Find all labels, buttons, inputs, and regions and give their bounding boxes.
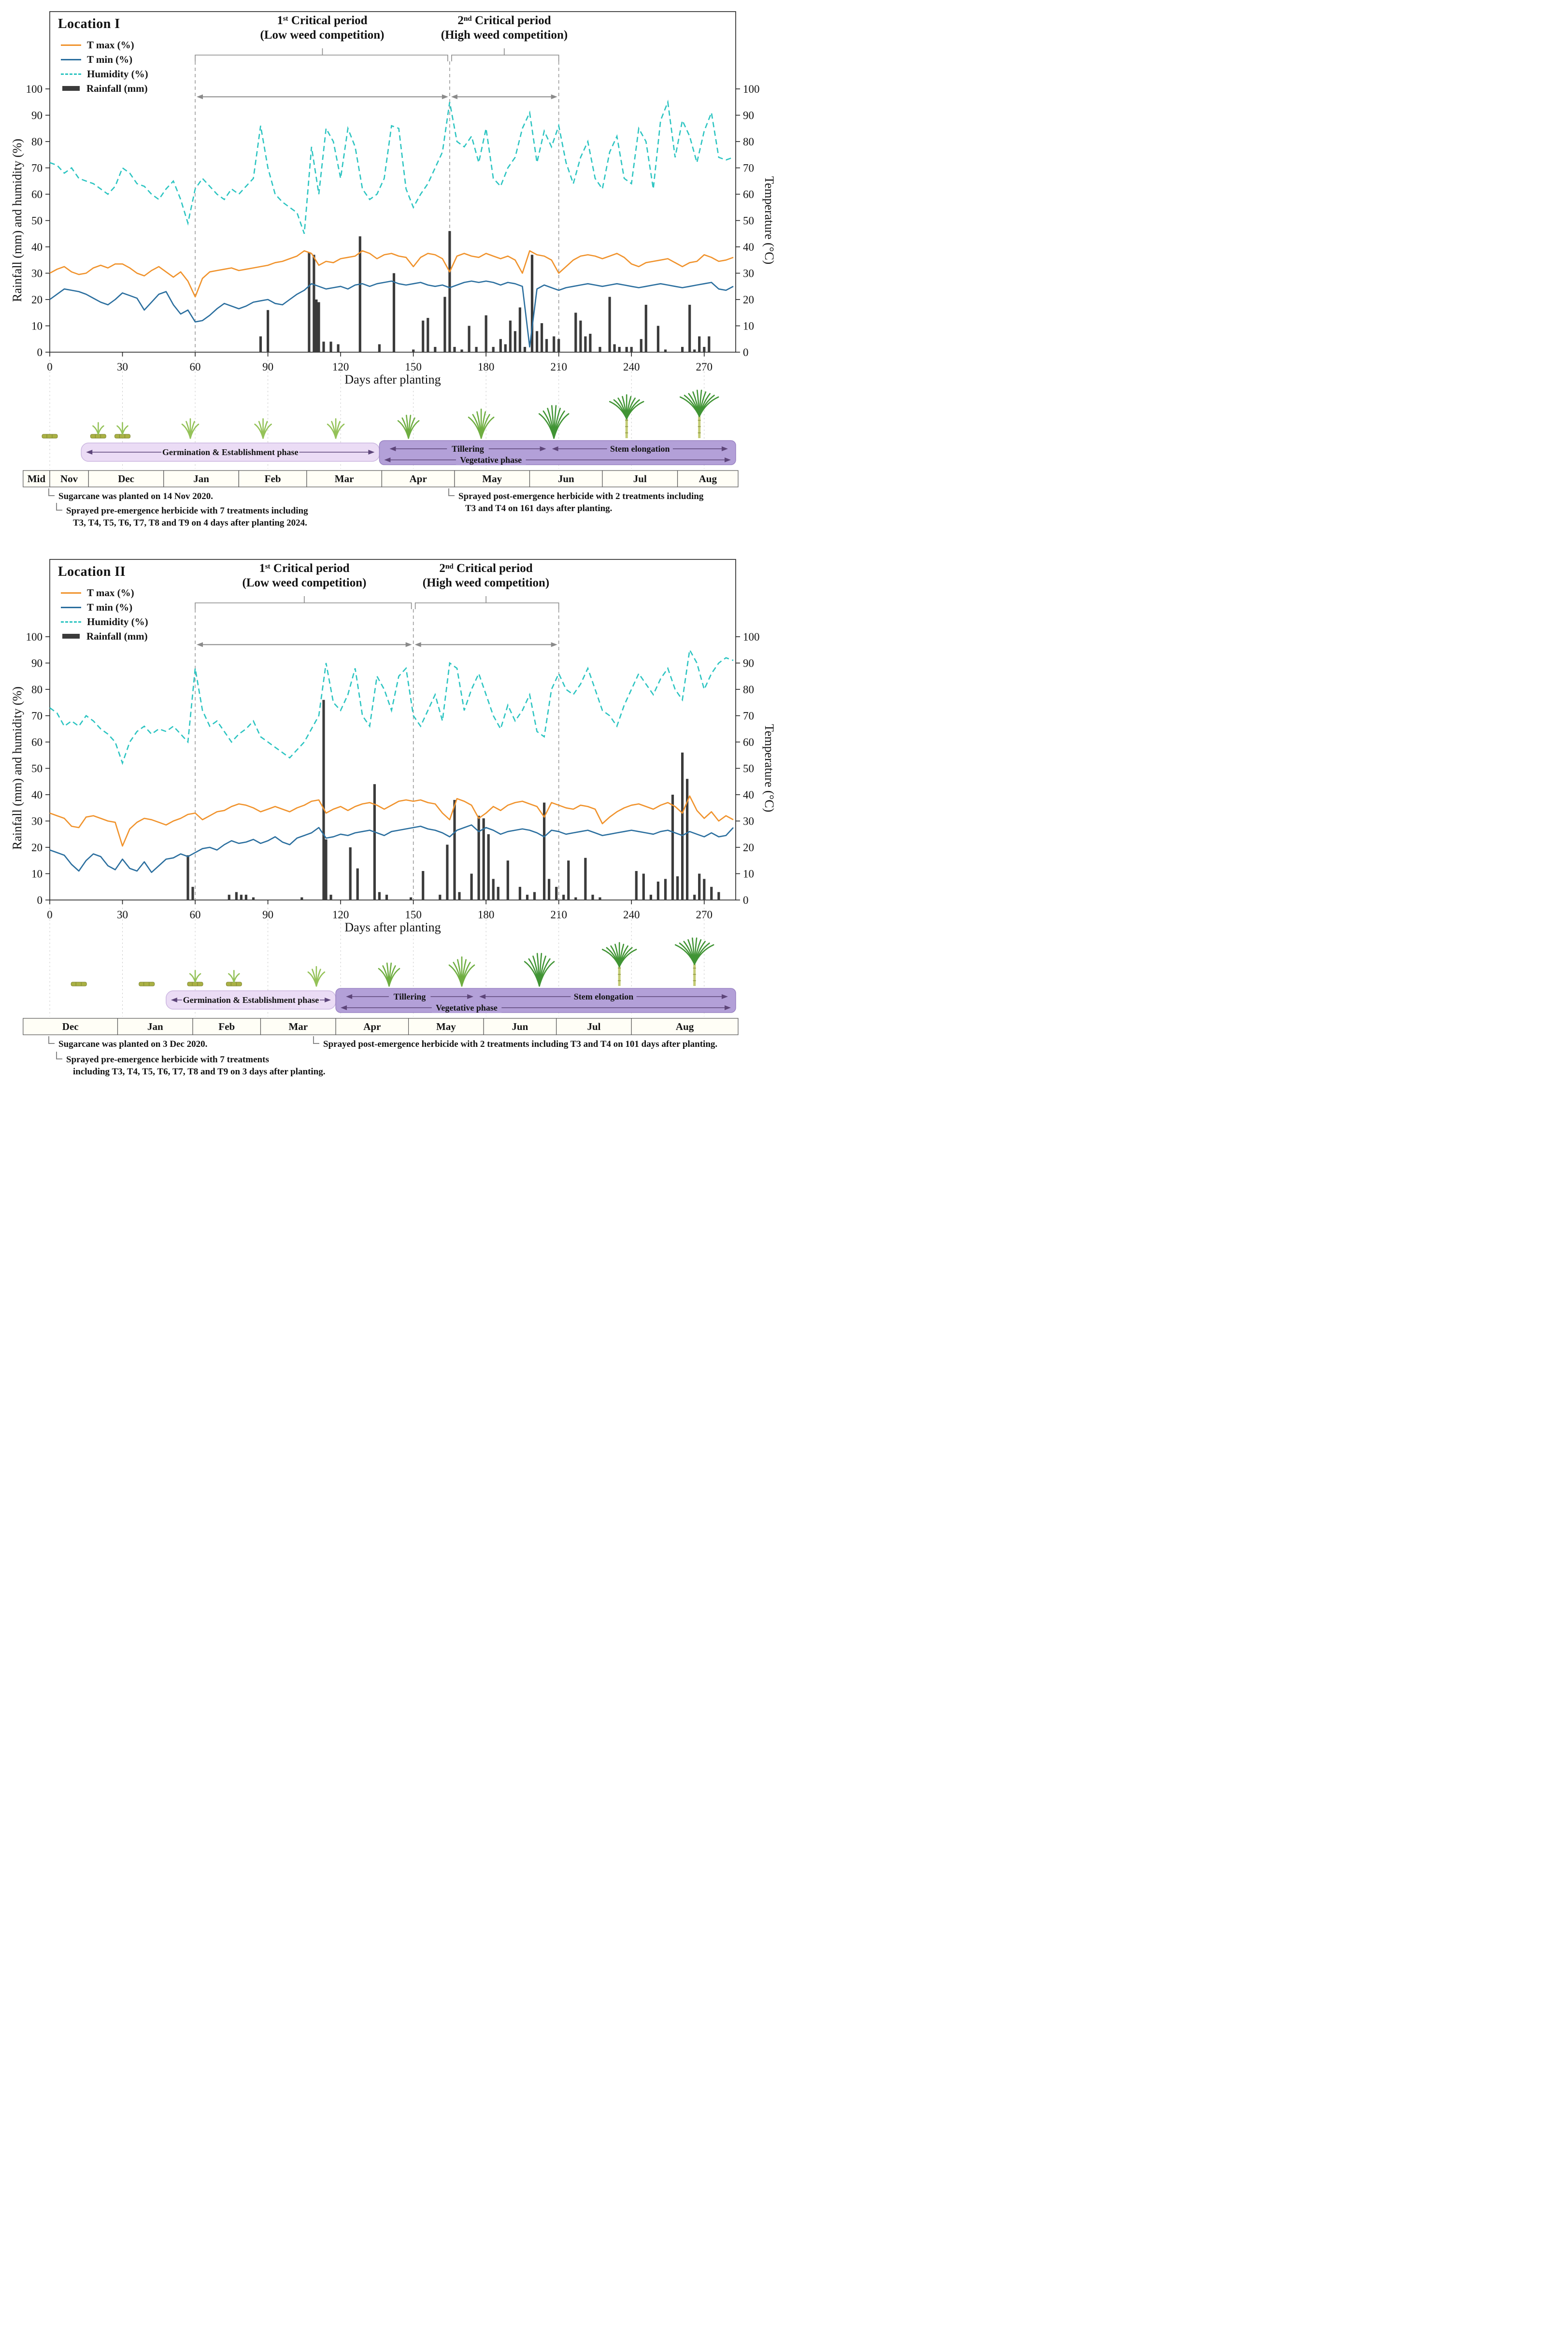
- svg-text:60: 60: [31, 188, 43, 200]
- svg-text:120: 120: [332, 361, 349, 373]
- rainfall-bar-swatch: [62, 86, 80, 91]
- svg-text:Tillering: Tillering: [393, 992, 426, 1001]
- svg-text:90: 90: [31, 657, 43, 670]
- svg-text:20: 20: [31, 842, 43, 854]
- svg-text:20: 20: [743, 294, 754, 306]
- critical-period-2-subtitle: (High weed competition): [441, 28, 568, 42]
- svg-text:Jul: Jul: [587, 1021, 601, 1032]
- rainfall-legend-label: Rainfall (mm): [86, 630, 148, 642]
- month-row: [23, 471, 738, 487]
- svg-text:20: 20: [743, 842, 754, 854]
- svg-text:May: May: [482, 473, 502, 485]
- critical-period-2-label: [423, 561, 549, 590]
- critical-period-2-title: 2ⁿᵈ Critical period: [439, 562, 533, 575]
- footnote-pre-emergence: Sprayed pre-emergence herbicide with 7 treatments including T3, T4, T5, T6, T7, T8 and T9 on 3 days after planting.: [56, 1054, 326, 1078]
- svg-text:30: 30: [31, 815, 43, 828]
- figure-page: [0, 0, 784, 1107]
- svg-text:Dec: Dec: [62, 1021, 79, 1032]
- svg-text:Mid: Mid: [27, 473, 46, 485]
- humidity-line-swatch: [61, 621, 81, 623]
- tmax-legend-label: T max (%): [87, 586, 134, 599]
- svg-text:60: 60: [743, 736, 754, 748]
- corner-connector-icon: [313, 1036, 319, 1044]
- legend-item-tmin: [61, 52, 148, 67]
- svg-text:30: 30: [117, 361, 128, 373]
- corner-connector-icon: [448, 488, 455, 496]
- svg-text:30: 30: [743, 267, 754, 280]
- legend-item-tmin: [61, 600, 148, 614]
- svg-text:60: 60: [31, 736, 43, 748]
- svg-text:180: 180: [477, 909, 495, 921]
- svg-text:50: 50: [743, 762, 754, 775]
- svg-text:Aug: Aug: [675, 1021, 694, 1032]
- panel-title: Location II: [58, 564, 126, 579]
- svg-text:180: 180: [477, 361, 495, 373]
- tmax-line: [50, 796, 733, 846]
- plot-box: [50, 559, 736, 900]
- footnotes-location-2: [4, 1038, 781, 1088]
- svg-text:40: 40: [743, 241, 754, 253]
- svg-text:Apr: Apr: [409, 473, 427, 485]
- tmin-line-swatch: [61, 59, 81, 60]
- svg-text:60: 60: [189, 361, 201, 373]
- svg-text:40: 40: [31, 241, 43, 253]
- svg-text:80: 80: [743, 136, 754, 148]
- svg-text:70: 70: [743, 162, 754, 174]
- svg-text:90: 90: [743, 109, 754, 122]
- critical-period-1-subtitle: (Low weed competition): [242, 576, 367, 589]
- phase-bars: [81, 441, 736, 465]
- svg-text:May: May: [436, 1021, 456, 1032]
- svg-text:30: 30: [31, 267, 43, 280]
- svg-text:120: 120: [332, 909, 349, 921]
- tmax-line-swatch: [61, 592, 81, 594]
- svg-text:50: 50: [743, 214, 754, 227]
- humidity-line: [50, 102, 733, 234]
- x-axis-title: Days after planting: [344, 920, 441, 934]
- svg-text:50: 50: [31, 762, 43, 775]
- svg-text:80: 80: [31, 136, 43, 148]
- svg-text:70: 70: [31, 162, 43, 174]
- svg-text:240: 240: [623, 909, 640, 921]
- tmin-line: [50, 825, 733, 872]
- svg-text:0: 0: [37, 894, 43, 906]
- plant-growth-icons: [71, 938, 713, 986]
- humidity-line-swatch: [61, 73, 81, 75]
- rainfall-bars: [186, 700, 720, 900]
- tmin-line-swatch: [61, 607, 81, 608]
- svg-text:20: 20: [31, 294, 43, 306]
- legend-item-rainfall: [61, 629, 148, 643]
- svg-text:90: 90: [262, 361, 274, 373]
- svg-text:0: 0: [47, 909, 53, 921]
- humidity-legend-label: Humidity (%): [87, 68, 148, 80]
- svg-text:10: 10: [31, 320, 43, 332]
- svg-text:70: 70: [31, 710, 43, 722]
- critical-period-1-label: [260, 14, 385, 42]
- svg-text:80: 80: [743, 684, 754, 696]
- critical-period-2-label: [441, 14, 568, 42]
- svg-text:40: 40: [743, 789, 754, 801]
- svg-text:100: 100: [743, 83, 760, 95]
- critical-period-2-title: 2ⁿᵈ Critical period: [457, 14, 551, 27]
- svg-text:10: 10: [743, 320, 754, 332]
- svg-text:40: 40: [31, 789, 43, 801]
- svg-text:100: 100: [26, 83, 43, 95]
- corner-connector-icon: [48, 1036, 55, 1044]
- legend-item-tmax: [61, 38, 148, 52]
- corner-connector-icon: [56, 503, 62, 511]
- tmin-legend-label: T min (%): [87, 53, 133, 65]
- panel-title: Location I: [58, 16, 120, 31]
- svg-text:Jun: Jun: [557, 473, 574, 485]
- tmin-legend-label: T min (%): [87, 601, 133, 613]
- tmin-line: [50, 281, 733, 347]
- svg-text:Feb: Feb: [264, 473, 281, 485]
- critical-period-markers: [195, 48, 559, 352]
- critical-period-markers: [195, 596, 559, 900]
- critical-period-1-title: 1ˢᵗ Critical period: [259, 562, 350, 575]
- svg-text:50: 50: [31, 214, 43, 227]
- tmax-line-swatch: [61, 44, 81, 46]
- svg-text:Jan: Jan: [147, 1021, 163, 1032]
- rainfall-bars: [259, 231, 710, 352]
- corner-connector-icon: [48, 488, 55, 496]
- svg-text:70: 70: [743, 710, 754, 722]
- svg-text:Vegetative phase: Vegetative phase: [460, 455, 522, 465]
- svg-text:100: 100: [743, 631, 760, 643]
- footnote-post-emergence: Sprayed post-emergence herbicide with 2 treatments including T3 and T4 on 161 days after planting.: [448, 491, 703, 514]
- panel-location-2: [4, 555, 781, 1088]
- svg-text:Vegetative phase: Vegetative phase: [436, 1003, 498, 1013]
- y-axis: [26, 631, 760, 906]
- legend-item-rainfall: [61, 81, 148, 96]
- legend-item-humidity: [61, 614, 148, 629]
- plant-growth-icons: [42, 390, 718, 438]
- footnote-post-emergence: Sprayed post-emergence herbicide with 2 treatments including T3 and T4 on 101 days after planting.: [313, 1039, 717, 1051]
- svg-text:210: 210: [550, 909, 567, 921]
- svg-text:Dec: Dec: [118, 473, 135, 485]
- svg-text:90: 90: [743, 657, 754, 670]
- rainfall-legend-label: Rainfall (mm): [86, 82, 148, 94]
- svg-text:270: 270: [696, 361, 713, 373]
- critical-period-1-subtitle: (Low weed competition): [260, 28, 385, 42]
- right-axis-title: Temperature (°C): [762, 724, 776, 813]
- svg-text:10: 10: [743, 868, 754, 880]
- corner-connector-icon: [56, 1052, 62, 1059]
- svg-text:Feb: Feb: [218, 1021, 235, 1032]
- month-row: [23, 1018, 738, 1035]
- legend-item-humidity: [61, 67, 148, 81]
- svg-text:150: 150: [405, 909, 422, 921]
- svg-text:90: 90: [262, 909, 274, 921]
- svg-text:100: 100: [26, 631, 43, 643]
- svg-text:60: 60: [743, 188, 754, 200]
- tmax-legend-label: T max (%): [87, 39, 134, 51]
- svg-text:Jun: Jun: [512, 1021, 528, 1032]
- svg-text:30: 30: [743, 815, 754, 828]
- phase-bars: [166, 988, 736, 1013]
- svg-text:Tillering: Tillering: [452, 444, 484, 454]
- rainfall-bar-swatch: [62, 634, 80, 639]
- footnote-planting-date: Sugarcane was planted on 3 Dec 2020.: [48, 1039, 207, 1051]
- svg-text:90: 90: [31, 109, 43, 122]
- critical-period-1-title: 1ˢᵗ Critical period: [277, 14, 368, 27]
- humidity-line: [50, 650, 733, 763]
- svg-text:Germination & Establishment ph: Germination & Establishment phase: [183, 995, 319, 1005]
- footnote-planting-date: Sugarcane was planted on 14 Nov 2020.: [48, 491, 213, 503]
- x-axis-title: Days after planting: [344, 372, 441, 386]
- footnotes-location-1: [4, 490, 781, 540]
- right-axis-title: Temperature (°C): [762, 176, 776, 265]
- svg-text:60: 60: [189, 909, 201, 921]
- left-axis-title: Rainfall (mm) and humidity (%): [10, 139, 24, 302]
- legend-item-tmax: [61, 586, 148, 600]
- svg-text:Mar: Mar: [288, 1021, 308, 1032]
- critical-period-1-label: [242, 561, 367, 590]
- legend: [61, 38, 148, 96]
- svg-text:0: 0: [743, 346, 749, 358]
- left-axis-title: Rainfall (mm) and humidity (%): [10, 686, 24, 850]
- panel-location-1: [4, 7, 781, 540]
- svg-text:Stem elongation: Stem elongation: [610, 444, 670, 454]
- svg-text:80: 80: [31, 684, 43, 696]
- svg-text:Mar: Mar: [334, 473, 354, 485]
- svg-text:Jul: Jul: [633, 473, 647, 485]
- tmax-line: [50, 251, 733, 297]
- svg-text:0: 0: [37, 346, 43, 358]
- svg-text:150: 150: [405, 361, 422, 373]
- svg-text:Stem elongation: Stem elongation: [573, 992, 634, 1001]
- svg-text:240: 240: [623, 361, 640, 373]
- critical-period-2-subtitle: (High weed competition): [422, 576, 550, 589]
- svg-text:Aug: Aug: [698, 473, 717, 485]
- svg-text:Nov: Nov: [60, 473, 78, 485]
- svg-text:Germination & Establishment ph: Germination & Establishment phase: [162, 447, 299, 457]
- svg-text:30: 30: [117, 909, 128, 921]
- svg-text:270: 270: [696, 909, 713, 921]
- svg-text:0: 0: [743, 894, 749, 906]
- footnote-pre-emergence: Sprayed pre-emergence herbicide with 7 treatments including T3, T4, T5, T6, T7, T8 and T9 on 4 days after planting 2024.: [56, 505, 308, 529]
- humidity-legend-label: Humidity (%): [87, 615, 148, 628]
- svg-text:10: 10: [31, 868, 43, 880]
- svg-text:Jan: Jan: [193, 473, 209, 485]
- legend: [61, 586, 148, 643]
- svg-text:Apr: Apr: [363, 1021, 381, 1032]
- svg-text:0: 0: [47, 361, 53, 373]
- svg-text:210: 210: [550, 361, 567, 373]
